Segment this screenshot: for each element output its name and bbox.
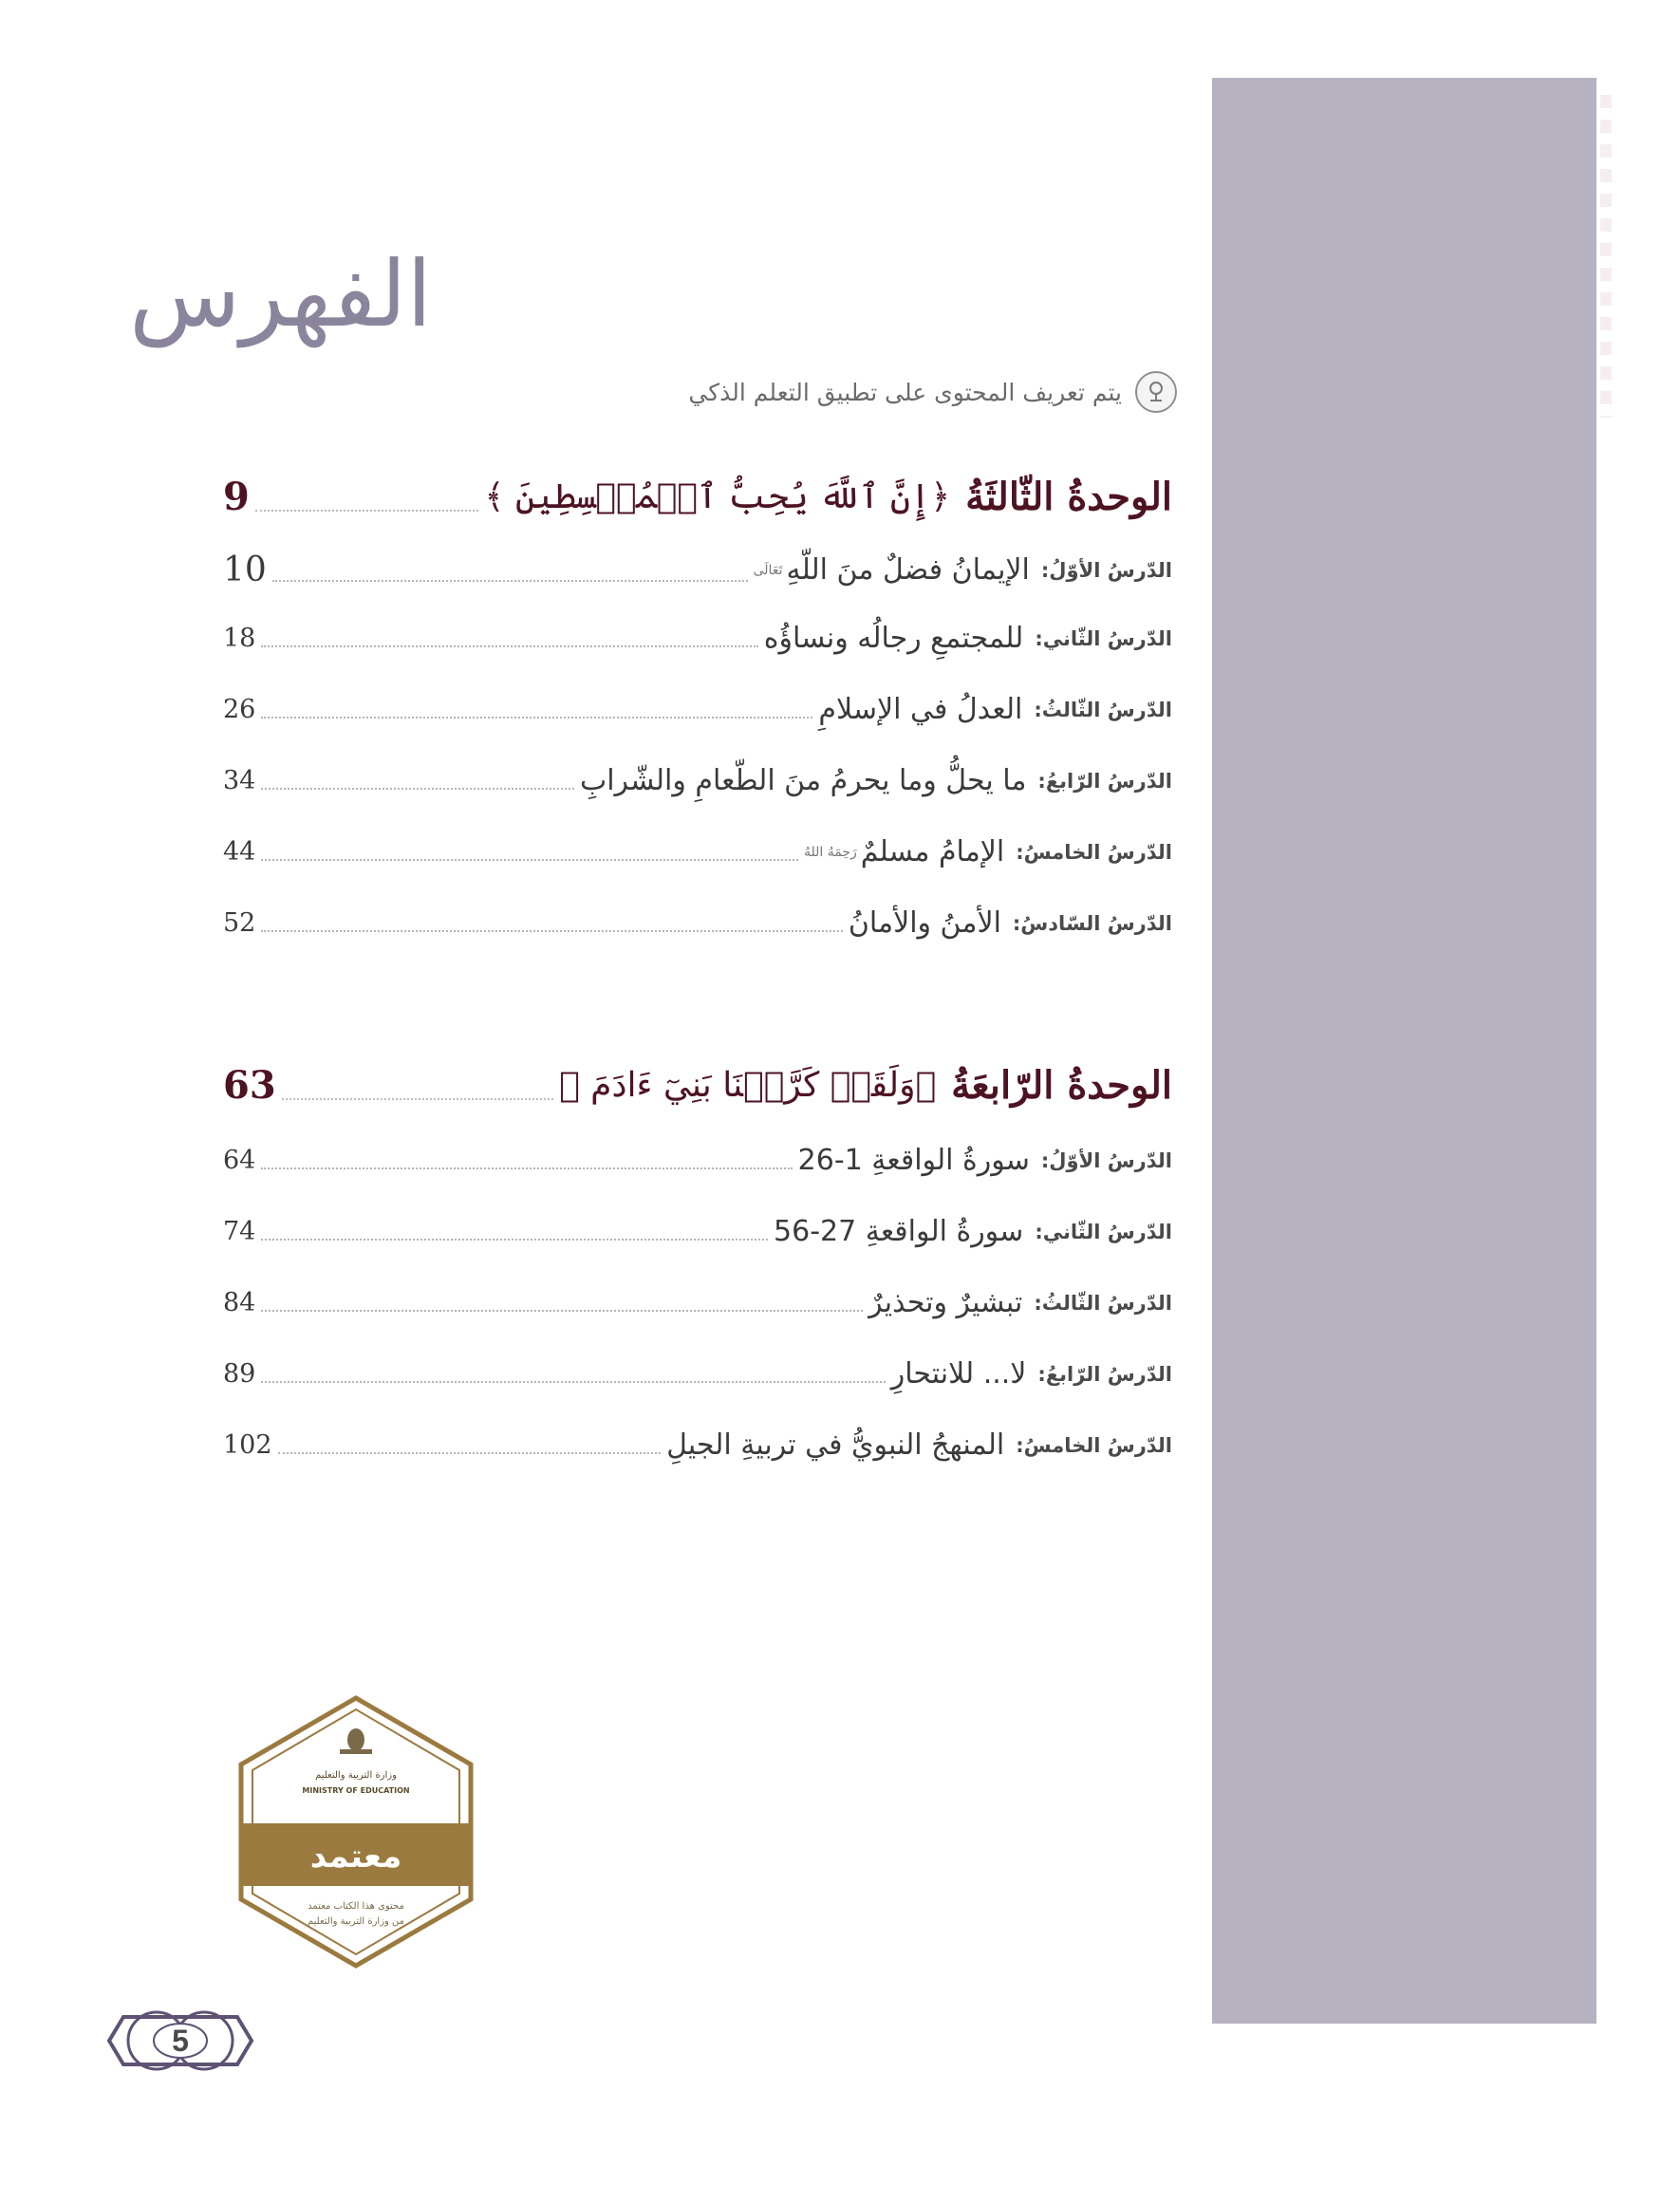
lesson-page-number: 44 <box>223 837 256 867</box>
leader-dots <box>261 788 574 790</box>
notice-text: يتم تعريف المحتوى على تطبيق التعلم الذكي <box>688 378 1122 406</box>
lesson-title: للمجتمعِ رجالُه ونساؤُه <box>763 622 1024 655</box>
lesson-title: العدلُ في الإسلامِ <box>818 693 1023 726</box>
stamp-caption-2: من وزارة التربية والتعليم <box>307 1916 405 1927</box>
lesson-label: الدّرسُ الأوّلُ: <box>1040 1148 1172 1172</box>
honorific: تَعَالَى <box>753 562 783 578</box>
unit-heading-4[interactable] <box>223 1063 1172 1108</box>
lesson-page-number: 10 <box>223 551 267 589</box>
side-panel <box>1212 78 1596 2024</box>
leader-dots <box>272 580 748 582</box>
stamp-ministry-ar: وزارة التربية والتعليم <box>315 1770 397 1781</box>
toc-lesson-row[interactable] <box>223 693 1172 726</box>
lesson-label: الدّرسُ الخامسُ: <box>1016 1433 1172 1457</box>
toc-lesson-row[interactable] <box>223 835 1172 868</box>
lesson-label: الدّرسُ الرّابعُ: <box>1037 769 1172 793</box>
lesson-title: سورةُ الواقعةِ 1-26 <box>797 1144 1030 1177</box>
lesson-label: الدّرسُ السّادسُ: <box>1012 911 1172 935</box>
lesson-page-number: 34 <box>223 766 256 795</box>
unit-label: الوحدةُ الثّالثَةُ <box>965 475 1172 519</box>
lesson-label: الدّرسُ الثّاني: <box>1035 626 1172 650</box>
lesson-label: الدّرسُ الثّاني: <box>1035 1220 1172 1243</box>
toc-lesson-row[interactable] <box>223 1144 1172 1177</box>
lesson-label: الدّرسُ الخامسُ: <box>1016 840 1172 864</box>
unit-verse: ﴿إِنَّ ٱللَّهَ يُحِبُّ ٱلۡمُقۡسِطِينَ ﴾ <box>484 477 951 516</box>
toc-lesson-row[interactable] <box>223 551 1172 589</box>
unit-page-number: 63 <box>223 1063 276 1108</box>
leader-dots <box>282 1098 553 1100</box>
lesson-title: الإيمانُ فضلٌ منَ اللّهِ <box>786 553 1030 587</box>
lesson-page-number: 26 <box>223 695 256 724</box>
stamp-caption-1: محتوى هذا الكتاب معتمد <box>308 1901 404 1912</box>
leader-dots <box>261 1167 792 1169</box>
unit-verse: ﴿وَلَقَدۡ كَرَّمۡنَا بَنِيٓ ءَادَمَ ﴾ <box>559 1066 937 1105</box>
lesson-title: المنهجُ النبويُّ في تربيةِ الجيلِ <box>666 1428 1005 1462</box>
toc-lesson-row[interactable] <box>223 1428 1172 1462</box>
toc-lesson-row[interactable] <box>223 1286 1172 1319</box>
unit-heading-3[interactable] <box>223 475 1172 519</box>
leader-dots <box>261 645 757 647</box>
toc-lesson-row[interactable] <box>223 1215 1172 1248</box>
lesson-page-number: 52 <box>223 908 256 938</box>
toc-lesson-row[interactable] <box>223 622 1172 655</box>
leader-dots <box>261 930 842 932</box>
lesson-label: الدّرسُ الأوّلُ: <box>1040 558 1172 582</box>
lesson-page-number: 102 <box>223 1430 272 1460</box>
leader-dots <box>278 1452 662 1454</box>
lesson-title: تبشيرٌ وتحذيرٌ <box>868 1286 1023 1319</box>
lesson-page-number: 64 <box>223 1146 256 1175</box>
leader-dots <box>261 717 812 719</box>
lesson-title: الأمنُ والأمانُ <box>848 906 1001 940</box>
lesson-page-number: 89 <box>223 1359 256 1389</box>
leader-dots <box>255 510 479 512</box>
stamp-word: معتمد <box>309 1838 402 1876</box>
page-title: الفهرس <box>129 241 432 347</box>
leader-dots <box>261 1239 768 1241</box>
lesson-title: سورةُ الواقعةِ 27-56 <box>774 1215 1024 1248</box>
ministry-approval-stamp <box>237 1694 475 1970</box>
leader-dots <box>261 1381 885 1383</box>
smart-app-notice <box>560 368 1177 416</box>
lesson-label: الدّرسُ الثّالثُ: <box>1034 1291 1172 1315</box>
lesson-page-number: 84 <box>223 1288 256 1317</box>
approval-stamp-icon <box>237 1694 475 1970</box>
lesson-page-number: 18 <box>223 624 256 653</box>
page-number: 5 <box>172 2024 189 2058</box>
honorific: رَحِمَهُ اللهُ <box>803 844 857 860</box>
leader-dots <box>261 859 798 861</box>
smart-learning-logo-icon <box>1135 371 1177 413</box>
lesson-page-number: 74 <box>223 1217 256 1246</box>
stamp-ministry-en: MINISTRY OF EDUCATION <box>302 1786 410 1795</box>
lesson-title: ما يحلُّ وما يحرمُ منَ الطّعامِ والشّرابِ <box>579 764 1027 797</box>
unit-page-number: 9 <box>223 475 250 519</box>
unit-label: الوحدةُ الرّابعَةُ <box>951 1063 1172 1108</box>
lesson-title: لا... للانتحارِ <box>890 1357 1027 1391</box>
edge-decoration <box>1600 95 1612 418</box>
lesson-label: الدّرسُ الثّالثُ: <box>1034 698 1172 721</box>
toc-lesson-row[interactable] <box>223 1357 1172 1391</box>
leader-dots <box>261 1310 863 1312</box>
lesson-title: الإمامُ مسلمٌ <box>860 835 1005 868</box>
lesson-label: الدّرسُ الرّابعُ: <box>1037 1362 1172 1386</box>
toc-lesson-row[interactable] <box>223 906 1172 940</box>
toc-lesson-row[interactable] <box>223 764 1172 797</box>
